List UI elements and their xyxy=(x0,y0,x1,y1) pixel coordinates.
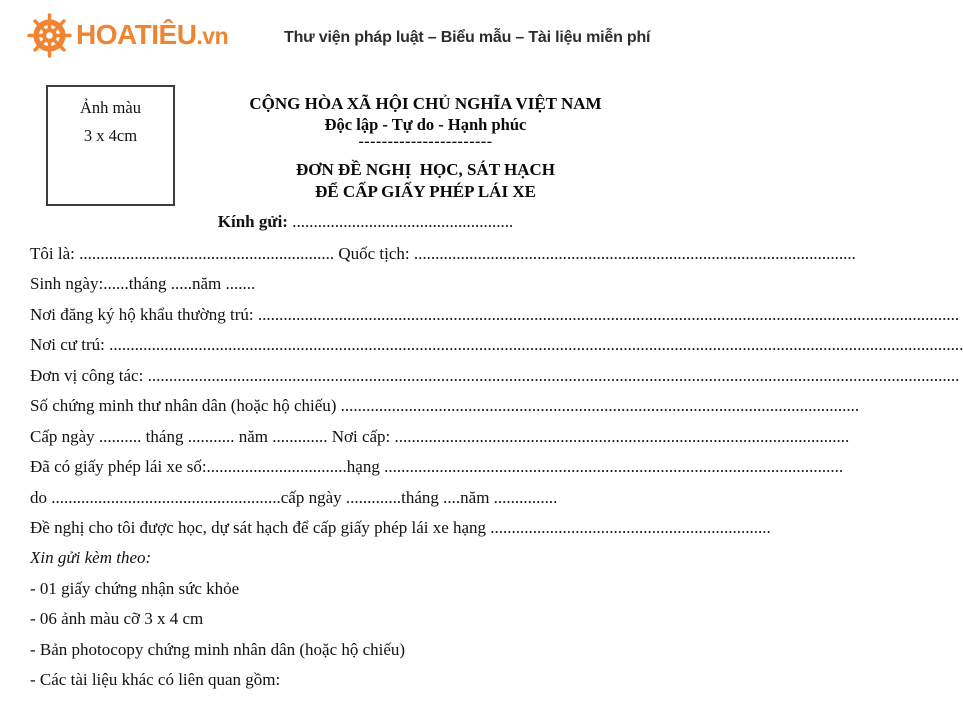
national-header xyxy=(120,93,731,203)
site-header xyxy=(0,0,731,68)
photo-box-label-1: Ảnh màu xyxy=(80,98,141,117)
form-line-attachment-id-copy: - Bản photocopy chứng minh nhân dân (hoặc hộ chiếu) xyxy=(30,639,406,659)
national-motto: Độc lập - Tự do - Hạnh phúc xyxy=(324,115,527,134)
document-title-line-2: ĐỂ CẤP GIẤY PHÉP LÁI XE xyxy=(315,182,536,201)
logo-brand-text: HOATIÊU xyxy=(76,19,197,50)
hoatieu-logo xyxy=(27,13,228,58)
form-line-current-residence: Nơi cư trú: ......................................................................................................................................................................................................... xyxy=(30,335,963,355)
form-line-birthdate: Sinh ngày:......tháng .....năm ....... xyxy=(30,274,256,294)
form-line-attachment-other-docs: - Các tài liệu khác có liên quan gồm: xyxy=(30,670,281,690)
form-line-attachments-heading: Xin gửi kèm theo: xyxy=(30,548,152,568)
form-line-fullname-nationality: Tôi là: ............................................................ Quốc tịch: ........................................................................................................ xyxy=(30,244,856,263)
motto-separator: ----------------------- xyxy=(358,133,493,150)
site-tagline: Thư viện pháp luật – Biểu mẫu – Tài liệu miễn phí xyxy=(284,29,651,46)
form-body xyxy=(30,239,963,696)
form-line-request: Đề nghị cho tôi được học, dự sát hạch để cấp giấy phép lái xe hạng .................................................................. xyxy=(30,517,771,537)
recipient-label: Kính gửi: xyxy=(217,212,293,231)
recipient-dotted-blank: .................................................... xyxy=(292,212,514,231)
form-line-workplace: Đơn vị công tác: ............................................................................................................................................................................................... xyxy=(30,365,960,385)
form-line-attachment-photos: - 06 ảnh màu cỡ 3 x 4 cm xyxy=(30,609,204,629)
form-line-attachment-health-cert: - 01 giấy chứng nhận sức khỏe xyxy=(30,578,240,598)
photo-box-label-2: 3 x 4cm xyxy=(83,126,138,145)
form-line-id-number: Số chứng minh thư nhân dân (hoặc hộ chiếu) .......................................................................................................................... xyxy=(30,396,860,416)
form-line-existing-license: Đã có giấy phép lái xe số:.................................hạng ............................................................................................................ xyxy=(30,457,844,477)
form-line-license-issuer-date: do ......................................................cấp ngày .............tháng ....năm ............... xyxy=(30,487,558,507)
document-title-line-1: ĐƠN ĐỀ NGHỊ HỌC, SÁT HẠCH xyxy=(296,160,555,179)
national-name: CỘNG HÒA XÃ HỘI CHỦ NGHĨA VIỆT NAM xyxy=(249,94,602,113)
form-line-id-issue-date-place: Cấp ngày .......... tháng ........... năm ............. Nơi cấp: ........................................................................................................... xyxy=(30,426,850,446)
helm-wheel-icon xyxy=(27,13,72,58)
logo-tld-text: .vn xyxy=(196,23,229,49)
form-line-permanent-residence: Nơi đăng ký hộ khẩu thường trú: ..................................................................................................................................................................... xyxy=(30,304,960,324)
recipient-line xyxy=(0,212,731,232)
